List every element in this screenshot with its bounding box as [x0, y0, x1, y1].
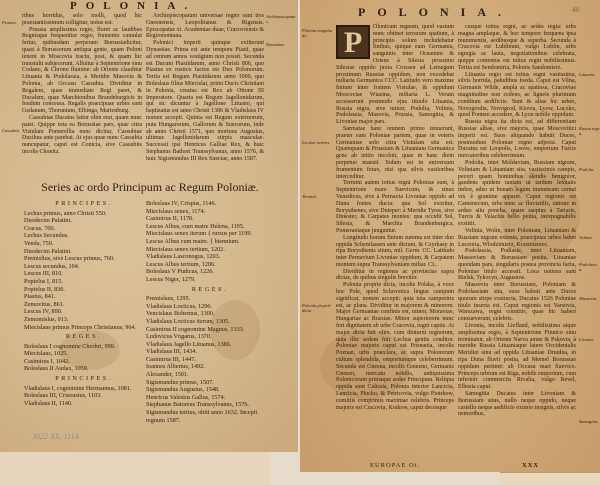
paragraph: Volinia, Wolin, inter Poloniam, Lituaniam & Russiam nigram extenta, praecipuas urbes habet Luceoria, Wlodzimierz, Krzemieniec. [458, 227, 576, 248]
margin-note: Volinia. [579, 235, 593, 240]
list-item: Lescus III, 810. [24, 270, 63, 278]
list-item: Boleslaus V Pudicus, 1226. [146, 268, 215, 276]
list-item: Lescus Albus cum matre. { biennium. [146, 237, 240, 245]
folio-number: 40 [572, 6, 579, 14]
list-item: Lescus Albus tertium, 1206. [146, 260, 216, 268]
margin-note: Archiepiscopatus. [266, 14, 296, 24]
list-item: Lechus Secundus. [24, 232, 69, 240]
margin-note: Podolia. [579, 167, 595, 172]
paragraph: Russia nigra ita dicta est, ad differentiam Russiae albae, sive majoris, quae Moscovitici imperii est. Suos aliquando habuit Duces, postmodum Poloniae regno adjecta. Caput Ducatus est Leopolis, Lwow, emporium Turcis mercatoribus celeberrimum. [458, 119, 576, 160]
paragraph: Podolia, inter Moldaviam, Russiam nigram, Voliniam & Lituaniam sita, vastissimis campis, pecori quam hominibus alendis benignior, gaudens quidem tantam ut tardum lenitatis imbre, adeo ut bonam legum immensam cernat vix è gramine apparet. Caput regionis est Camenecum, urbs nunc ac fluviatilis, ratione in arduo situ poneba, quare saepius à Tartaris, Turcis & Valachis bello petita, inexpugnabilis exstitit. [458, 159, 576, 228]
list-item: Lescus Niger, 1279. [146, 275, 196, 283]
text-column-2 [146, 13, 264, 163]
paragraph: ribus horridus, solo molli, quod hic praestantissimum colligitur, notus est. [22, 13, 142, 26]
text-column-1 [336, 24, 454, 411]
margin-note: Podolassia. [579, 262, 597, 272]
list-item: Venda, 750. [24, 239, 54, 247]
list-item: Popielus II, 830. [24, 285, 65, 293]
list-item: Vladislaus Lasconogus, 1203. [146, 253, 221, 261]
margin-note: Samogitia. [579, 419, 599, 424]
list-item: Duodecim Palatini. [24, 247, 72, 255]
list-item: Ludovicus Vngarus, 1370. [146, 333, 212, 341]
list-heading: REGES. [191, 285, 229, 293]
list-item: Casimirus II, 1178. [146, 215, 194, 223]
list-item: Stephanus Batoreus Transsylvanus, 1576. [146, 401, 249, 409]
text-column-1 [22, 13, 142, 156]
paragraph: Livonia, incolis Liefland, nobilissima atque amplissima regio, à Septentrione Finnico sinu terminatur, ab Oriente Narva amne & Pskovia, à meridie Russia Lituaniaque latere Occidentalis Meridiei sinu ad oppida Lituaniae Druidna, in ripa Duna fluvii posita, ad Memel Borussiae oppidum pertinet: ab Occasu mari Suevico. Princeps urbium est Riga, nobile emporium, cum inferiori commerciis Rivalia, vulgo Revel, Elbesia caput. [458, 323, 576, 391]
paragraph: Termini autem totius regni Poloniae sunt, à Septentrione mare Suevicum, & sinus Venedicus, sive à Pernavia Livoniae oppido ad Duna fontes ducta: qua Sol exoritur, Borysthenes, sive Dnieper: à Meridie Tyras, sive Dniester, & Carpates montes: qua occidit Sol, Silesia, & Marchia Brandenburgica, Pomeraniaque junguntur. [336, 180, 454, 234]
paragraph: cusque totius regni, ac sedes regia: urbs magna amplaque, & hoc tempore frequens ipsa munimentis, aedibusque & superba. Secunda à Cracovia est Lublinum, vulgo Lublin, urbs egregia ac lauta, negotiationibus celebrata, quippe contentus est totius regni nobilissimus. Tertia est Sendomiria, Polonis Sandomierz. [458, 24, 576, 71]
margin-note: Russia nigra. [579, 126, 600, 136]
list-item: Vladislaus III, 1434. [146, 348, 197, 356]
margin-note: Polonia propriè dicta. [302, 303, 331, 313]
list-item: Premislaus, 1295. [146, 295, 191, 303]
list-item: Miecislaus senex iterum { rursus per 1199. [146, 230, 253, 238]
margin-note: Polonia magnitudo. [302, 28, 333, 38]
list-column-1 [24, 198, 144, 407]
series-title: Series ac ordo Principum ac Regum Poloniæ. [41, 180, 259, 194]
list-item: Premislius, sive Lescus primus, 760. [24, 255, 115, 263]
list-item: Zemomislus, 913. [24, 315, 69, 323]
list-item: Boleslaus II Audax, 1059. [24, 365, 89, 373]
list-item: Piastus, 841. [24, 293, 56, 301]
list-item: Sigismundus primus, 1507. [146, 378, 214, 386]
paragraph: Massovia inter Borussiam, Poloniam & Podolassiam sita, suos habuit ante Duces quorum stirpe exstincta, Ducatus 1526 Poloniae titulo inserta est. Caput regionis est Varsovia, Warszawa, regni comitiis, quae hic haberi consueverunt, celebris. [458, 282, 576, 323]
list-item: Zemovitus, 861. [24, 300, 65, 308]
paragraph: Polonia proprie dicta, incolis Polska, à voce hoc Pole, quod Sclavonica lingua campum significat, nomen accepit: quia tota campestris est, ac plana. Dividitur in majorem & minorem. Major Germaniae confinis est, minor, Moraviae, Hungariae ac Russiae. Minor superiorem nunc fert dignitatem ab urbe Cracovia, regni capite. At major dicta fuit olim, cum diuturni regnorum, quia illic sedem fuit Lechus gentis conditor. Poloniae majoris caput est Posnania, incolis Poznan, urbs praeclara, ac supra Polonorum cultum splendida, emporiumque celeberrimum. Secunda est Gnesna, incolis Gniezno, Germanis Gnesen, mercatu nobilis, antiquissima Polonicorum primaque sedes Principum. Reliqua oppida sunt Calissia, Polonia interior Lancicia, Lancicia, Plocko, & Petricovia, vulgo Piotrkow, comitiis comprimis maximae celebris. Princeps majoris est Cracovia, Krakow, caput decesque [336, 282, 454, 411]
catchword: XXX [522, 462, 540, 469]
left-page [0, 0, 298, 452]
list-item: Cracus, 700. [24, 224, 56, 232]
page-header: POLONIA. [358, 5, 514, 19]
list-item: Casimirus III, 1447. [146, 355, 196, 363]
list-item: Sigismundus tertius, obiit anno 1632. Incepit regnum 1587. [146, 409, 258, 424]
list-item: Miecislaus, 1025. [24, 350, 68, 358]
list-item: Vladislaus Jagello Lituanus, 1386. [146, 340, 232, 348]
list-heading: PRINCIPES. [55, 375, 113, 383]
list-item: Vladislaus I, cognomine Hermannus, 1081. [24, 384, 132, 392]
margin-note: Prussia. [2, 20, 17, 25]
list-item: Vladislaus II, 1140. [24, 399, 73, 407]
paragraph: Polonici imperii quinque extiterunt Dynastiae. Prima est ante tempora Piasti, quae ad centum annos vestigium non possit. Secunda est Ducum Piastidarum, anno Christi 806, quo Piastus ex rustico factus est Dux Polonorum. Tertia est Regum Piastidarum anno 1000, quo Boleslaus filius Miecislai, primi Ducis Christiani in Polonia, creatus est Rex ab Ottone III Imperatore. Quarta est Regum Jagellonidarum, qui sic dicuntur à Jagellone Lituano, qui baptizatus est anno Christi 1386 & Vladislaus IV nomen accepit. Quinta est Regum externorum, puta Hungarorum, Gallorum & Suecorum, inde ab anno Christi 1571, quo mortuus Augustus, ultimus Jagellonidarum stirpis masculae. Successit ipsi Henricus Galliae Rex, & huic Stephanus Bathori Transsylvanus, anno 1576, & huic Sigismundus III Rex Sueciae, anno 1587. [146, 40, 264, 162]
paragraph: Dividitur in regiones ac provincias supra dictas, de quibus singulis breviter. [336, 268, 454, 282]
paragraph: Lituania regio est totius regni vastissima, silvis horrida, paludibus foeda. Caput est Vilna, Germanis Wilde, ampla ac spatiosa, Cracoviae magnitudine non cedens, ac ligneis plurimum conditum aedificiis. Sunt & aliae hic urbes, Novogrodia, Novogrod, Kiovia, Lyow, Luczko, quod Pontem accedere, & Lyon nobile oppidum. [458, 71, 576, 119]
margin-note: Livonia. [579, 337, 594, 342]
list-item: Vladislaus Locticus, 1296. [146, 302, 212, 310]
list-item: Lechus primus, anno Christi 550. [24, 209, 107, 217]
list-item: Lescus IV, 890. [24, 308, 63, 316]
drop-cap: P [336, 25, 370, 59]
margin-note: Massovia. [579, 296, 598, 301]
paragraph: Samogitia Ducatus inter Livoniam & Borussiam situs, nullo neque oppido, neque castello neque aedificio eximio insignis, silvis ac nemoribus, [458, 391, 576, 418]
paragraph: Archiepiscopatum universae regno sunt tres Gnesnensis, Leopolitanus & Rigensis. Episcopatus xi. Academiae duae, Cracoviensis & Regiomontana. [146, 13, 264, 40]
list-item: Miecislaus senex, 1174. [146, 207, 206, 215]
list-item: Boleslaus I cognomine Chrobri, 999. [24, 342, 116, 350]
list-item: Vencislaus Bohemus, 1300. [146, 310, 215, 318]
margin-note: Termini. [302, 194, 317, 199]
list-item: Duodecim Palatini. [24, 217, 72, 225]
paragraph: Olonicum regnum, quod vastum nunc obtinet terrarum spatium, à principio solum includebatur finibus, quique eam Germania, sanguinis inter Oceanum & Oriens à Silesia prossimo Silesiae oppido juxta Crossen ad Lemegum proximum Russiae oppidum, non excedebat miliaria Germanica CCC. Latitudo vero maxime finium inter fontem Vistulae, & oppidum Moscoviae Wiazma, miliaria L. Verum accesserunt postmodo ejus tituolo Lituania, Russia nigra, sive minor, Podolia, Volinia, Podolassia, Masovia, Prussia, Samogitia, & Livoniae major pars. [336, 24, 454, 126]
list-item: Boleslaus IV, Crispus, 1146. [146, 200, 217, 207]
margin-note: Lituania. [579, 72, 596, 77]
list-item: Lescus Albus, cum matre Helena, 1195. [146, 222, 245, 230]
list-item: Alexander, 1501. [146, 371, 189, 379]
margin-note: Cassubia. [2, 128, 20, 133]
list-item: Ioannes Albertus, 1492. [146, 363, 205, 371]
paragraph: Sarmatae hanc omnem primo tenuerunt, praeter eam Poloniae partem, quae in veteris Germaniae solo citra Vistulam sita est. Quamquam & Prussiam & Lituaniam Germanica gens ab initio incoluit, quae in hanc diem perpetuo mansit. Solum est in universum frumentum ferax, nisi qua silvis vastioribus interceditur. [336, 125, 454, 180]
list-item: Miecislaus senex tertium, 1202. [146, 245, 225, 253]
margin-note: Dynastiae. [266, 42, 286, 47]
page-header: POLONIA. [70, 0, 197, 12]
list-heading: PRINCIPES. [55, 200, 113, 207]
margin-note: Incolae veteres. [302, 140, 331, 145]
signature-mark: EUROPAE Oi. [370, 462, 421, 469]
list-item: Vladislaus Locticus iterum, 1305. [146, 317, 230, 325]
left-page-margin [0, 452, 270, 485]
right-page [300, 0, 600, 472]
paragraph: Cassubiae Ducatus latior olim erat, quam nunc patet. Quippe tota ea Borussiae pars, quae citra Vistulam Pomerellia nunc dicitur, Cassubiae Ducibus ante parebat. At ejus quae nunc Cassubia nuncupatur, caput est Conicia, sive Cassubiis incolis Chonitz. [22, 114, 142, 155]
list-item: Boleslaus III, Crisoustus, 1103. [24, 392, 102, 400]
list-item: Sigismundus Augustus, 1548. [146, 386, 220, 394]
list-heading: REGES. [65, 333, 103, 341]
pencil-note: 3022 XX. 1114 [32, 432, 79, 441]
paper-strip [500, 472, 600, 485]
list-item: Casimirus II cognomine Magnus, 1333. [146, 325, 245, 333]
text-column-2 [458, 24, 576, 418]
list-item: Henricus Valesius Gallus, 1574. [146, 393, 226, 401]
paragraph: Podolassia, Podlasie, inter Lituaniam, Massoviam & Borussiam posita, Lituaniae quondam pars, singularis postea provincia facta, Poloniae titulo accessit. Loca notiora sunt Bielsk, Tykocyn, Augustow. [458, 248, 576, 282]
list-item: Miecislaus primus Princeps Christianus, 964. [24, 323, 137, 331]
list-item: Lescus secundus, 104. [24, 262, 80, 270]
list-item: Casimirus I, 1042. [24, 357, 70, 365]
list-item: Popielus I, 815. [24, 277, 63, 285]
paragraph: Prussia amplissima regio, floret ac laudibus Regnisque frequentior regio, frumento cumulat fertur, quibusdam perperam Borussiadicitur, quasi à Borussorum antiqua gente, quam Poloni tenent in Moscovia tractu, post, & quam hic transtulit subjecerunt. Alluitur à Septentrione sinu Codano, & Chrono flumine: ab Oriente clauditur Lituania & Podolassia, à Meridie Masovia & Polonia, ab Occasu Cassubia. Dividitur in Regalem, quae immediate Regi paret, & Ducalem, quae Marchionibus Brandeburgicis in feudum concessa. Regalis praecipuae urbes sunt Gedanum, Thorunium, Elbinga, Marienburg. [22, 26, 142, 115]
list-column-2 [146, 200, 274, 424]
paragraph: Longitudo horum finium summa est inter duo oppida Schemlassen ante dictum, & Czyrkasy in ripa Borysthenis situm, mil. Germ. CC. Latitudo inter Pernavium Livoniae oppidum, & Carpatem montem supra Transsylvaniam miliar. CL. [336, 234, 454, 268]
